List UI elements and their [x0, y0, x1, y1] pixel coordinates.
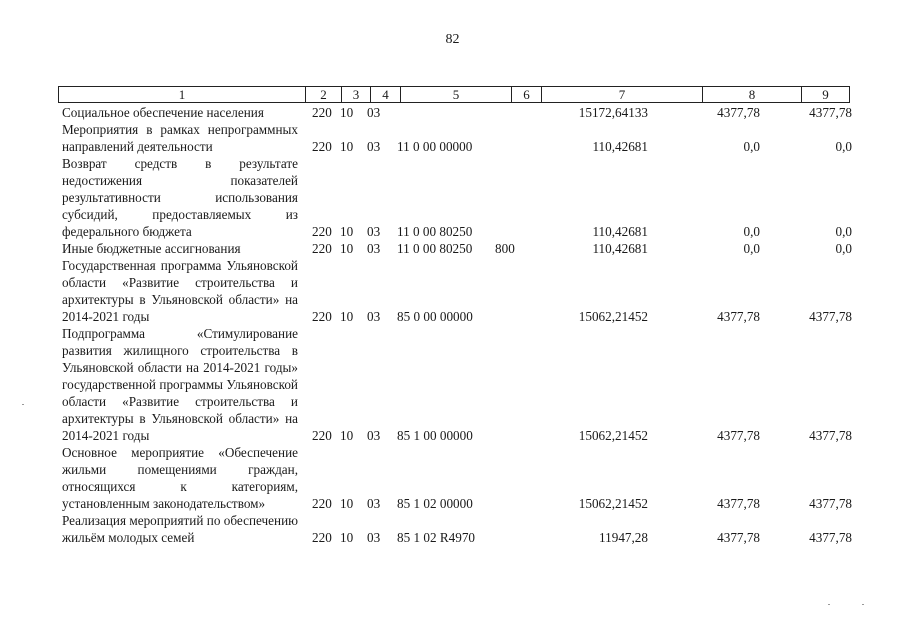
row-col-3: 10: [340, 241, 354, 256]
header-col-5: 5: [401, 87, 512, 102]
row-col-7: 15062,21452: [578, 496, 648, 511]
row-col-4: 03: [367, 105, 381, 120]
table-row: [62, 444, 852, 512]
row-col-2: 220: [312, 224, 332, 239]
row-col-7: 15062,21452: [578, 428, 648, 443]
row-col-5: 85 1 02 00000: [397, 496, 473, 511]
row-col-9: 4377,78: [809, 530, 852, 545]
row-col-5: 11 0 00 00000: [397, 139, 473, 154]
row-col-4: 03: [367, 241, 381, 256]
row-col-8: 4377,78: [717, 309, 760, 324]
scan-speck: [22, 404, 24, 405]
row-col-2: 220: [312, 309, 332, 324]
row-col-8: 0,0: [743, 139, 760, 154]
row-col-4: 03: [367, 309, 381, 324]
row-name: Социальное обеспечение населения: [62, 105, 264, 120]
row-col-7: 110,42681: [592, 139, 648, 154]
row-col-4: 03: [367, 530, 381, 545]
scan-speck: [828, 604, 830, 605]
row-col-9: 4377,78: [809, 496, 852, 511]
header-col-1: 1: [59, 87, 306, 102]
row-col-2: 220: [312, 428, 332, 443]
row-col-8: 4377,78: [717, 496, 760, 511]
row-col-2: 220: [312, 105, 332, 120]
table-row: [62, 155, 852, 240]
row-col-7: 15062,21452: [578, 309, 648, 324]
row-col-8: 0,0: [743, 241, 760, 256]
scan-speck: [862, 604, 864, 605]
row-col-7: 110,42681: [592, 241, 648, 256]
row-col-9: 4377,78: [809, 105, 852, 120]
row-col-2: 220: [312, 241, 332, 256]
row-col-7: 110,42681: [592, 224, 648, 239]
row-col-4: 03: [367, 496, 381, 511]
row-name: Возврат средств в результате недостижения показателей результативности использования субсидий, предоставляемых из федерального бюджета: [62, 156, 298, 239]
table-row: [62, 512, 852, 546]
table-row: [62, 121, 852, 155]
header-col-9: 9: [822, 87, 829, 102]
header-col-2: 2: [306, 87, 342, 102]
header-col-7: 7: [542, 87, 703, 102]
row-name: Основное мероприятие «Обеспечение жильми помещениями граждан, относящихся к категориям, установленным законодательством»: [62, 445, 298, 511]
row-name: Реализация мероприятий по обеспечению жильём молодых семей: [62, 513, 298, 545]
row-name: Иные бюджетные ассигнования: [62, 241, 241, 256]
header-col-4: 4: [371, 87, 401, 102]
row-col-9: 0,0: [835, 241, 852, 256]
row-col-9: 0,0: [835, 224, 852, 239]
row-name: Государственная программа Ульяновской области «Развитие строительства и архитектуры в Ульяновской области» на 2014-2021 годы: [62, 258, 298, 324]
row-col-8: 4377,78: [717, 530, 760, 545]
row-col-7: 15172,64133: [578, 105, 648, 120]
row-col-3: 10: [340, 224, 354, 239]
row-name: Мероприятия в рамках непрограммных направлений деятельности: [62, 122, 298, 154]
row-col-9: 0,0: [835, 139, 852, 154]
row-col-4: 03: [367, 428, 381, 443]
row-col-5: 85 0 00 00000: [397, 309, 473, 324]
header-col-8: 8: [703, 87, 802, 102]
row-col-8: 0,0: [743, 224, 760, 239]
header-col-3: 3: [342, 87, 371, 102]
table-row: [62, 325, 852, 444]
row-col-5: 11 0 00 80250: [397, 241, 473, 256]
row-name: Подпрограмма «Стимулирование развития жилищного строительства в Ульяновской области на 2014-2021 годы» государственной программы Ульяновской области «Развитие строительства и архитектуры в Ульяновской области» на 2014-2021 годы: [62, 326, 298, 443]
row-col-9: 4377,78: [809, 428, 852, 443]
row-col-8: 4377,78: [717, 428, 760, 443]
row-col-5: 11 0 00 80250: [397, 224, 473, 239]
row-col-7: 11947,28: [599, 530, 648, 545]
row-col-5: 85 1 02 R4970: [397, 530, 476, 545]
row-col-8: 4377,78: [717, 105, 760, 120]
row-col-2: 220: [312, 139, 332, 154]
table-row: [62, 240, 852, 257]
page-number: 82: [445, 32, 460, 47]
row-col-4: 03: [367, 139, 381, 154]
row-col-3: 10: [340, 139, 354, 154]
row-col-5: 85 1 00 00000: [397, 428, 473, 443]
row-col-3: 10: [340, 530, 354, 545]
row-col-3: 10: [340, 105, 354, 120]
row-col-9: 4377,78: [809, 309, 852, 324]
table-row: [62, 104, 852, 121]
header-col-6: 6: [512, 87, 542, 102]
row-col-6: 800: [495, 241, 515, 256]
table-row: [62, 257, 852, 325]
row-col-3: 10: [340, 428, 354, 443]
row-col-2: 220: [312, 496, 332, 511]
table-header: [58, 86, 850, 103]
row-col-3: 10: [340, 309, 354, 324]
row-col-2: 220: [312, 530, 332, 545]
row-col-3: 10: [340, 496, 354, 511]
row-col-4: 03: [367, 224, 381, 239]
table-body: [62, 104, 852, 546]
